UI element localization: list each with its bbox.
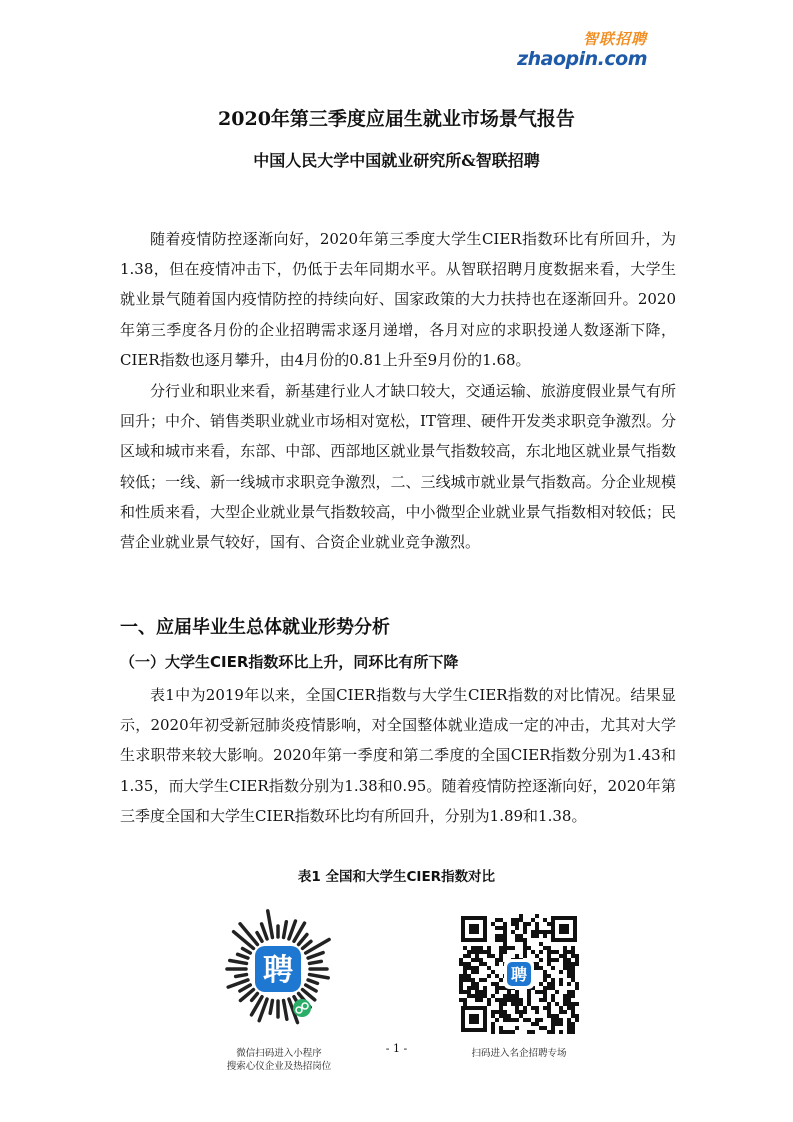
qr-right-center-glyph: 聘 <box>510 965 528 984</box>
qr-right-caption: 扫码进入名企招聘专场 <box>471 1048 567 1059</box>
section-heading: 一、应届毕业生总体就业形势分析 <box>120 617 390 638</box>
report-subtitle: 中国人民大学中国就业研究所&智联招聘 <box>253 151 540 170</box>
table-caption: 表1 全国和大学生CIER指数对比 <box>297 869 496 885</box>
zhaopin-logo <box>517 28 647 84</box>
logo-en-text: zhaopin.com <box>517 48 647 70</box>
qr-center-glyph: 聘 <box>263 953 293 988</box>
subsection-heading: （一）大学生CIER指数环比上升，同环比有所下降 <box>120 653 459 671</box>
page-number: - 1 - <box>385 1042 408 1055</box>
logo-cn-text: 智联招聘 <box>582 30 647 48</box>
body-paragraph: 表1中为2019年以来，全国CIER指数与大学生CIER指数的对比情况。结果显示，2020年初受新冠肺炎疫情影响，对全国整体就业造成一定的冲击，尤其对大学生求职带来较大影响。2020年第一季度和第二季度的全国CIER指数分别为1.43和1.35，而大学生CIER指数分别为1.38和0.95。随着疫情防控逐渐向好，2020年第三季度全国和大学生CIER指数环比均有所回升，分别为1.89和1.38。 <box>120 686 676 825</box>
qr-left-caption-line1: 微信扫码进入小程序 <box>236 1048 322 1059</box>
report-title: 2020年第三季度应届生就业市场景气报告 <box>218 108 575 130</box>
intro-paragraph-2: 分行业和职业来看，新基建行业人才缺口较大，交通运输、旅游度假业景气有所回升；中介、销售类职业就业市场相对宽松，IT管理、硬件开发类求职竞争激烈。分区域和城市来看，东部、中部、西部地区就业景气指数较高，东北地区就业景气指数较低；一线、新一线城市求职竞争激烈，二、三线城市就业景气指数高。分企业规模和性质来看，大型企业就业景气指数较高，中小微型企业就业景气指数相对较低；民营企业就业景气较好，国有、合资企业就业竞争激烈。 <box>120 382 676 552</box>
qr-left-caption-line2: 搜索心仪企业及热招岗位 <box>226 1061 332 1072</box>
miniprogram-qr-code <box>217 908 339 1030</box>
intro-paragraph-1: 随着疫情防控逐渐向好，2020年第三季度大学生CIER指数环比有所回升，为1.38，但在疫情冲击下，仍低于去年同期水平。从智联招聘月度数据来看，大学生就业景气随着国内疫情防控的持续向好、国家政策的大力扶持也在逐渐回升。2020年第三季度各月份的企业招聘需求逐月递增，各月对应的求职投递人数逐渐下降，CIER指数也逐月攀升，由4月份的0.81上升至9月份的1.68。 <box>120 230 676 369</box>
special-recruitment-qr-code <box>459 914 579 1034</box>
